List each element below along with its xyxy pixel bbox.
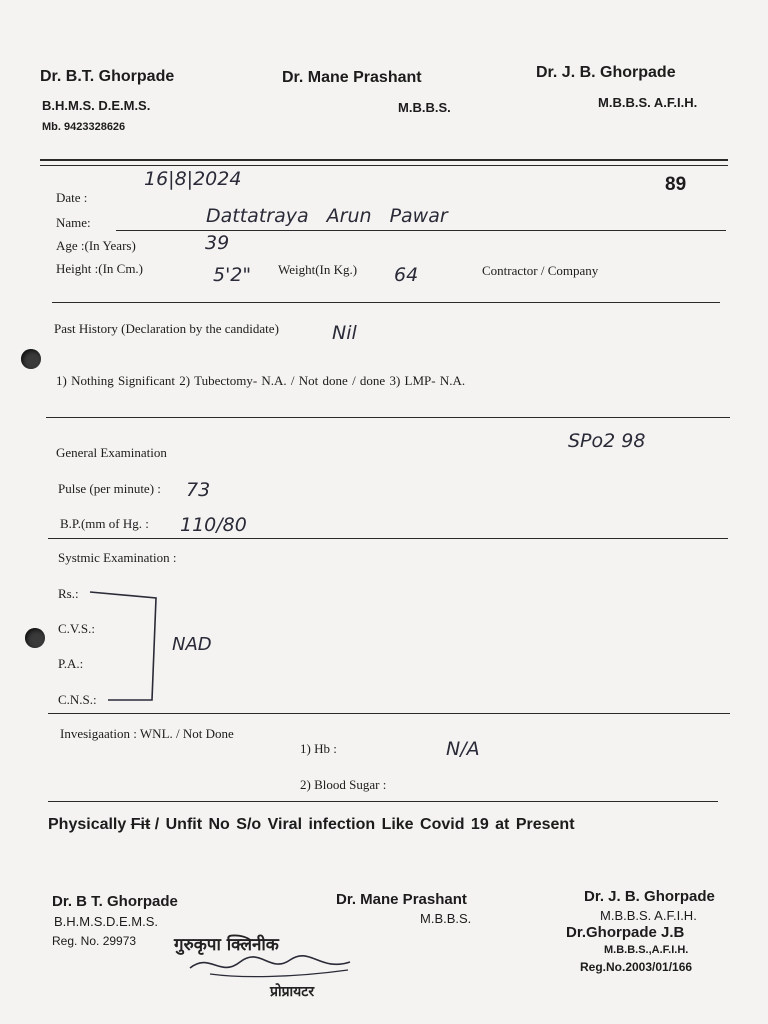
rule-after-systemic: [48, 713, 730, 714]
fitness-rest: / Unfit No S/o Viral infection Like Covid 19 at Present: [154, 816, 575, 833]
spo2-value: SPo2 98: [568, 430, 646, 452]
header-doctor-right-name: Dr. J. B. Ghorpade: [536, 64, 676, 81]
stamp-doctor-name: Dr.Ghorpade J.B: [566, 924, 685, 941]
pulse-value: 73: [186, 479, 211, 501]
rule-after-investigation: [48, 801, 718, 802]
weight-label: Weight(In Kg.): [278, 262, 358, 277]
name-underline: [116, 230, 726, 231]
footer-right-degree: M.B.B.S. A.F.I.H.: [600, 908, 697, 923]
header-doctor-center-degree: M.B.B.S.: [398, 100, 451, 115]
footer-right-name: Dr. J. B. Ghorpade: [584, 888, 715, 905]
header-doctor-left-mobile: Mb. 9423328626: [42, 121, 126, 133]
past-history-label: Past History (Declaration by the candidate): [54, 321, 279, 336]
systemic-label: Systmic Examination :: [58, 550, 177, 565]
footer-center-degree: M.B.B.S.: [420, 911, 472, 926]
stamp-doctor-reg: Reg.No.2003/01/166: [580, 960, 693, 974]
header-doctor-left-name: Dr. B.T. Ghorpade: [40, 68, 175, 85]
fitness-statement: [48, 816, 575, 834]
bp-value: 110/80: [180, 514, 247, 536]
fitness-physically: Physically: [48, 816, 127, 833]
header-doctor-right-degree: M.B.B.S. A.F.I.H.: [598, 95, 698, 110]
rule-after-personal: [52, 302, 720, 303]
general-exam-label: General Examination: [56, 445, 167, 460]
pa-label: P.A.:: [58, 656, 84, 671]
rule-after-history: [46, 417, 730, 418]
systemic-value: NAD: [172, 634, 212, 655]
hb-label: 1) Hb :: [300, 741, 337, 756]
date-value: 16|8|2024: [144, 168, 242, 190]
footer-left-reg: Reg. No. 29973: [52, 934, 137, 948]
signature: [180, 948, 360, 982]
punch-hole-bottom: [25, 628, 45, 648]
footer-left-degree: B.H.M.S.D.E.M.S.: [54, 914, 159, 929]
history-options: 1) Nothing Significant 2) Tubectomy- N.A. / Not done / done 3) LMP- N.A.: [56, 373, 466, 388]
age-label: Age :(In Years): [56, 238, 136, 253]
footer-center-name: Dr. Mane Prashant: [336, 891, 467, 908]
name-label: Name:: [56, 215, 91, 230]
clinic-proprietor: प्रोप्रायटर: [270, 984, 315, 1000]
cvs-label: C.V.S.:: [58, 621, 95, 636]
stamp-doctor-degree: M.B.B.S.,A.F.I.H.: [604, 944, 689, 956]
fitness-fit-struck: Fit: [130, 816, 151, 833]
hb-value: N/A: [446, 738, 480, 760]
age-value: 39: [205, 232, 230, 254]
header-doctor-center-name: Dr. Mane Prashant: [282, 69, 422, 86]
clinic-stamp: गुरुकृपा क्लिनीक: [174, 935, 279, 955]
serial-number: 89: [665, 174, 687, 195]
cns-label: C.N.S.:: [58, 692, 97, 707]
footer-left-name: Dr. B T. Ghorpade: [52, 893, 178, 910]
pulse-label: Pulse (per minute) :: [58, 481, 161, 496]
past-history-value: Nil: [332, 322, 357, 344]
date-label: Date :: [56, 190, 88, 205]
name-value: Dattatraya Arun Pawar: [206, 205, 448, 227]
blood-sugar-label: 2) Blood Sugar :: [300, 777, 387, 792]
punch-hole-top: [21, 349, 41, 369]
header-doctor-left-degree: B.H.M.S. D.E.M.S.: [42, 98, 151, 113]
rs-label: Rs.:: [58, 586, 79, 601]
bp-label: B.P.(mm of Hg. :: [60, 516, 149, 531]
height-label: Height :(In Cm.): [56, 261, 144, 276]
investigation-label: Invesigaation : WNL. / Not Done: [60, 726, 234, 741]
weight-value: 64: [394, 264, 419, 286]
header-rule-top: [40, 159, 728, 161]
contractor-label: Contractor / Company: [482, 263, 599, 278]
height-value: 5'2": [213, 264, 252, 286]
rule-after-general: [48, 538, 728, 539]
header-rule-bottom: [40, 165, 728, 166]
systemic-bracket: [80, 588, 160, 704]
